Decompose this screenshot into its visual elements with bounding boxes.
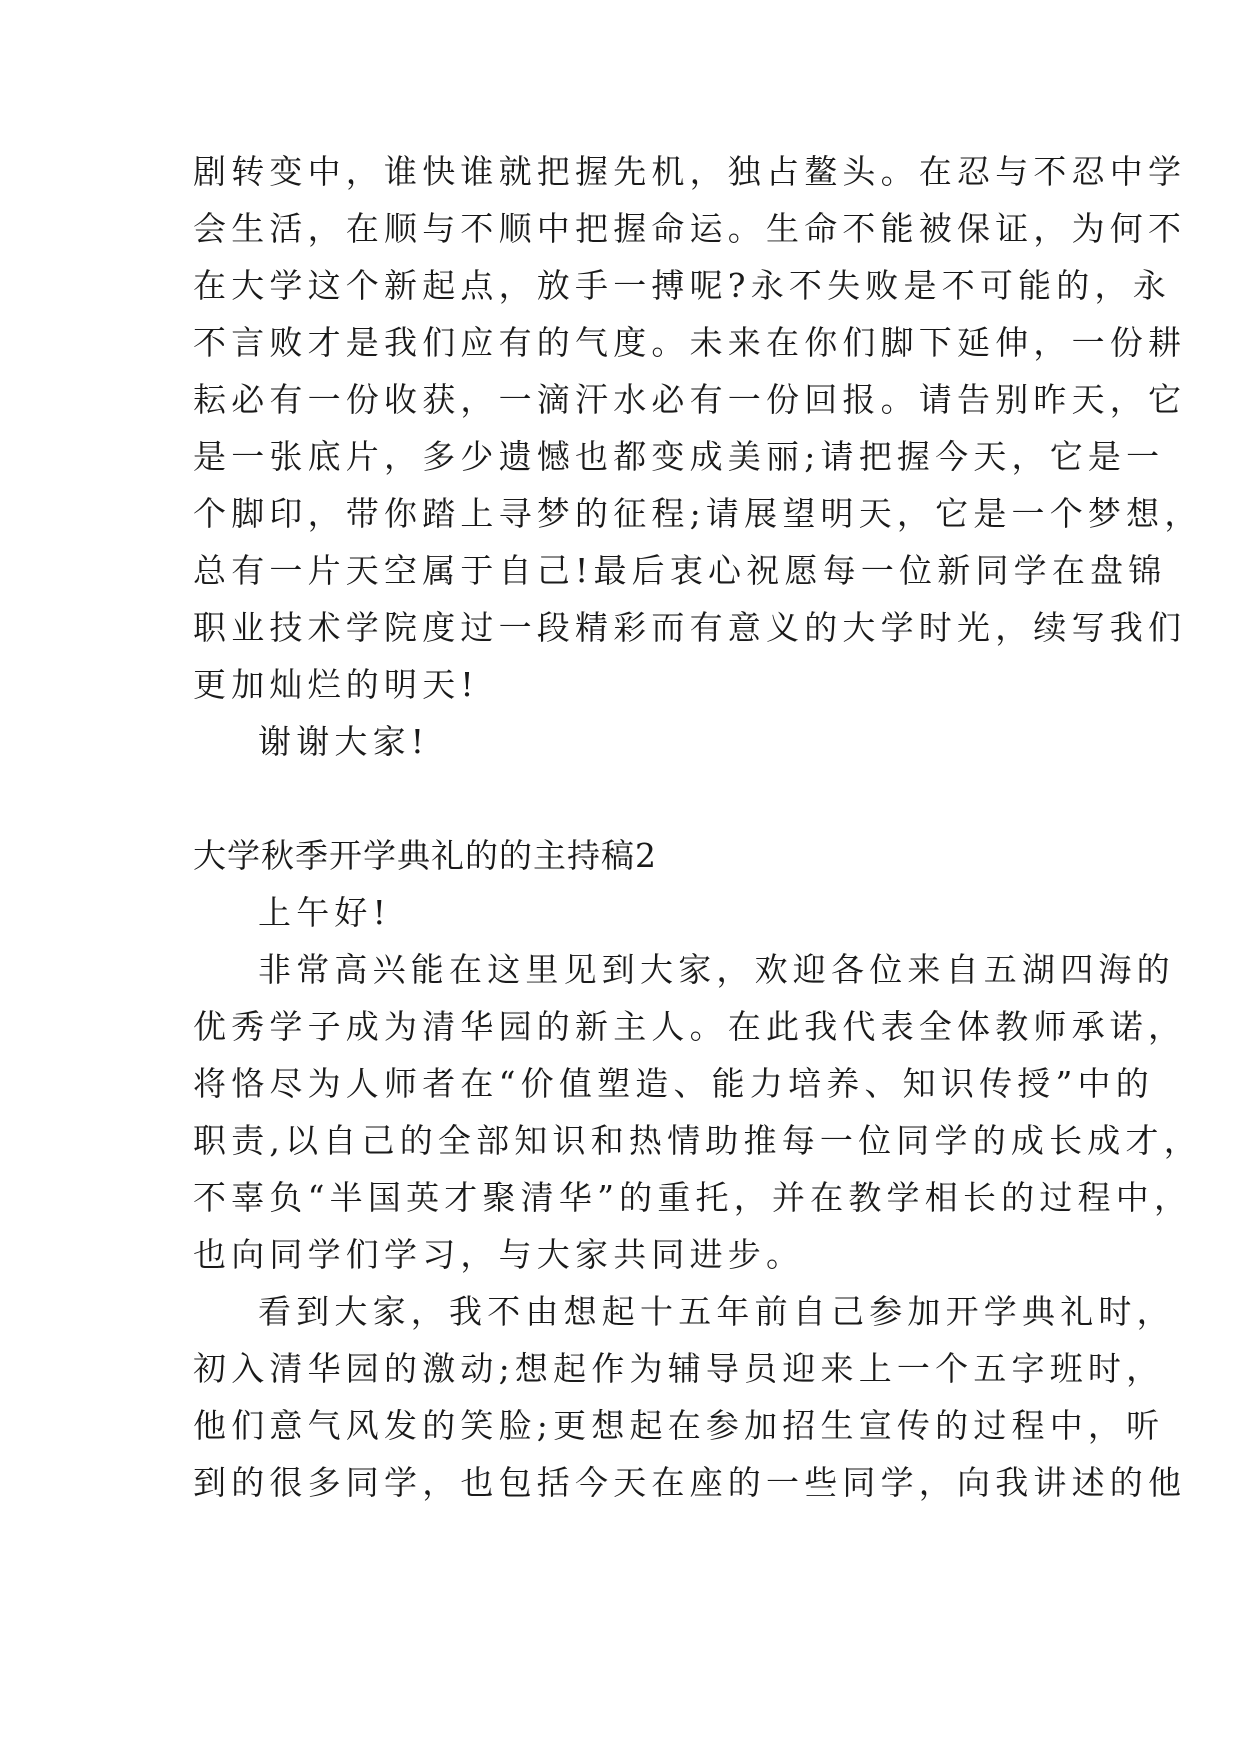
- paragraph-2-line-5: 不辜负“半国英才聚清华”的重托，并在教学相长的过程中，: [193, 1178, 1193, 1217]
- paragraph-2-line-6: 也向同学们学习，与大家共同进步。: [193, 1235, 805, 1274]
- paragraph-2-line-1: 非常高兴能在这里见到大家，欢迎各位来自五湖四海的: [258, 950, 1175, 989]
- paragraph-1-line-8: 总有一片天空属于自己!最后衷心祝愿每一位新同学在盘锦: [193, 551, 1167, 590]
- paragraph-3-line-4: 到的很多同学，也包括今天在座的一些同学，向我讲述的他: [193, 1463, 1187, 1502]
- section-title: 大学秋季开学典礼的的主持稿2: [193, 836, 657, 875]
- paragraph-3-line-2: 初入清华园的激动;想起作为辅导员迎来上一个五字班时，: [193, 1349, 1165, 1388]
- paragraph-1-line-1: 剧转变中，谁快谁就把握先机，独占鳌头。在忍与不忍中学: [193, 152, 1187, 191]
- paragraph-1-line-4: 不言败才是我们应有的气度。未来在你们脚下延伸，一份耕: [193, 323, 1187, 362]
- paragraph-1-line-3: 在大学这个新起点，放手一搏呢?永不失败是不可能的，永: [193, 266, 1171, 305]
- paragraph-3-line-1: 看到大家，我不由想起十五年前自己参加开学典礼时，: [258, 1292, 1175, 1331]
- paragraph-1-line-10: 更加灿烂的明天!: [193, 665, 479, 704]
- greeting-line: 上午好!: [258, 893, 392, 932]
- paragraph-1-line-6: 是一张底片，多少遗憾也都变成美丽;请把握今天，它是一: [193, 437, 1165, 476]
- paragraph-1-line-7: 个脚印，带你踏上寻梦的征程;请展望明天，它是一个梦想，: [193, 494, 1203, 533]
- paragraph-2-line-2: 优秀学子成为清华园的新主人。在此我代表全体教师承诺，: [193, 1007, 1187, 1046]
- paragraph-3-line-3: 他们意气风发的笑脸;更想起在参加招生宣传的过程中，听: [193, 1406, 1165, 1445]
- thanks-line: 谢谢大家!: [258, 722, 430, 761]
- paragraph-1-line-2: 会生活，在顺与不顺中把握命运。生命不能被保证，为何不: [193, 209, 1187, 248]
- paragraph-1-line-9: 职业技术学院度过一段精彩而有意义的大学时光，续写我们: [193, 608, 1187, 647]
- paragraph-2-line-3: 将恪尽为人师者在“价值塑造、能力培养、知识传授”中的: [193, 1064, 1154, 1103]
- paragraph-2-line-4: 职责,以自己的全部知识和热情助推每一位同学的成长成才，: [193, 1121, 1202, 1160]
- paragraph-1-line-5: 耘必有一份收获，一滴汗水必有一份回报。请告别昨天，它: [193, 380, 1187, 419]
